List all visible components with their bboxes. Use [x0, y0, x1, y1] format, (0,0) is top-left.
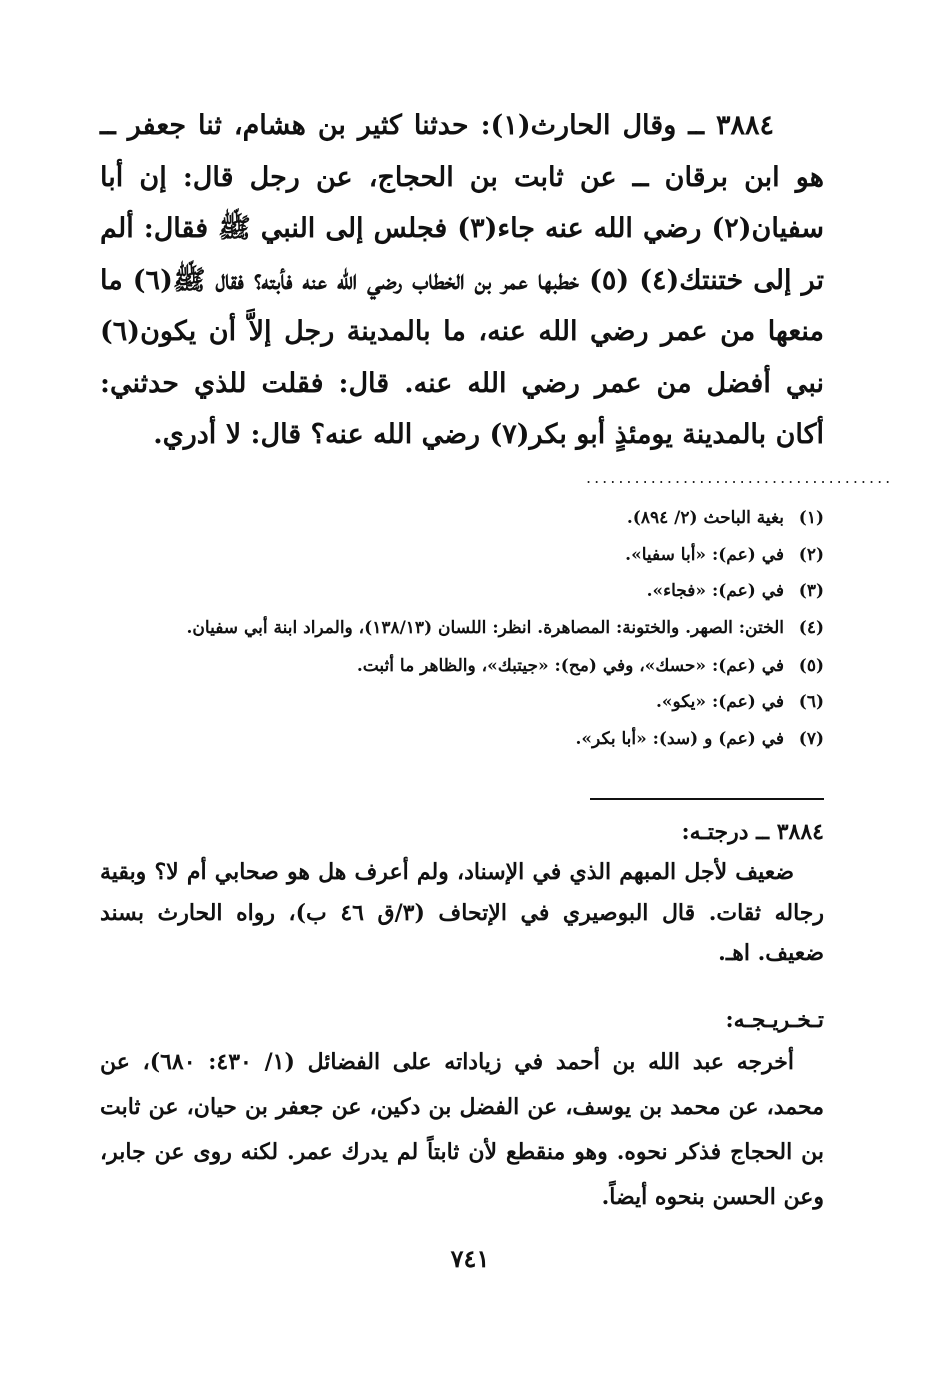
footnote-number: (٦) — [798, 692, 824, 712]
takhrij-body — [100, 1040, 824, 1220]
footnote-text: الختن: الصهر. والختونة: المصاهرة. انظر: اللسان (١٣٨/١٣)، والمراد ابنة أبي سفيان. — [186, 617, 784, 638]
footnote-text: في (عم) و (سد): «أبا بكر». — [575, 728, 784, 749]
footnote-number: (١) — [798, 508, 824, 528]
footnotes-list — [100, 500, 824, 757]
takhrij-section — [100, 1000, 824, 1220]
page-number: ٧٤١ — [450, 1244, 490, 1273]
footnote-item — [100, 537, 824, 574]
section-divider — [590, 798, 824, 800]
daraja-section — [100, 812, 824, 974]
hadith-text: ٣٨٨٤ ــ وقال الحارث(١): حدثنا كثير بن هشام، ثنا جعفر ــ هو ابن برقان ــ عن ثابت بن الحجاج، عن رجل قال: إن أبا سفيان(٢) رضي الله عنه جاء(٣) فجلس إلى النبي ﷺ فقال: ألم تر إلى ختنتك(٤) (٥) خطبها عمر بن الخطاب رضي الله عنه فأبته؟ فقال ﷺ(٦) ما منعها من عمر رضي الله عنه، ما بالمدينة رجل إلاَّ أن يكون(٦) نبي أفضل من عمر رضي الله عنه. قال: فقلت للذي حدثني: أكان بالمدينة يومئذٍ أبو بكر(٧) رضي الله عنه؟ قال: لا أدري. — [100, 110, 825, 450]
footnote-text: في (عم): «يكو». — [655, 692, 784, 712]
footnote-item — [100, 648, 824, 685]
footnote-item — [100, 614, 824, 642]
footnote-number: (٢) — [798, 544, 824, 565]
footnote-item — [100, 573, 824, 610]
takhrij-heading: تـخـريـجـه: — [725, 1007, 824, 1033]
hadith-text-block — [100, 100, 824, 461]
footnote-number: (٥) — [798, 655, 824, 676]
footnote-separator: ...................................... — [586, 468, 894, 487]
footnote-item — [100, 684, 824, 721]
daraja-text: ضعيف لأجل المبهم الذي في الإسناد، ولم أعرف هل هو صحابي أم لا؟ وبقية رجاله ثقات. قال البوصيري في الإتحاف (٣/ق ٤٦ ب)، رواه الحارث بسند ضعيف. اهـ. — [100, 859, 825, 966]
footnote-item — [100, 500, 824, 537]
footnote-number: (٣) — [798, 581, 824, 601]
footnote-text: في (عم): «فجاء». — [646, 581, 784, 601]
daraja-heading: ٣٨٨٤ ــ درجتـه: — [681, 819, 824, 845]
daraja-body — [100, 852, 824, 974]
footnote-number: (٤) — [798, 617, 824, 638]
takhrij-text: أخرجه عبد الله بن أحمد في زياداته على الفضائل (١/ ٤٣٠: ٦٨٠)، عن محمد، عن محمد بن يوسف، عن الفضل بن دكين، عن جعفر بن حيان، عن ثابت بن الحجاج فذكر نحوه. وهو منقطع لأن ثابتاً لم يدرك عمر. لكنه روى عن جابر، وعن الحسن بنحوه أيضاً. — [100, 1049, 824, 1210]
footnote-item — [100, 721, 824, 758]
footnote-text: في (عم): «أبا سفيا». — [625, 544, 784, 565]
footnote-number: (٧) — [798, 728, 824, 749]
footnote-text: في (عم): «حسك»، وفي (مح): «جيتبك»، والظاهر ما أثبت. — [356, 655, 784, 676]
footnote-text: بغية الباحث (٢/ ٨٩٤). — [626, 508, 784, 528]
